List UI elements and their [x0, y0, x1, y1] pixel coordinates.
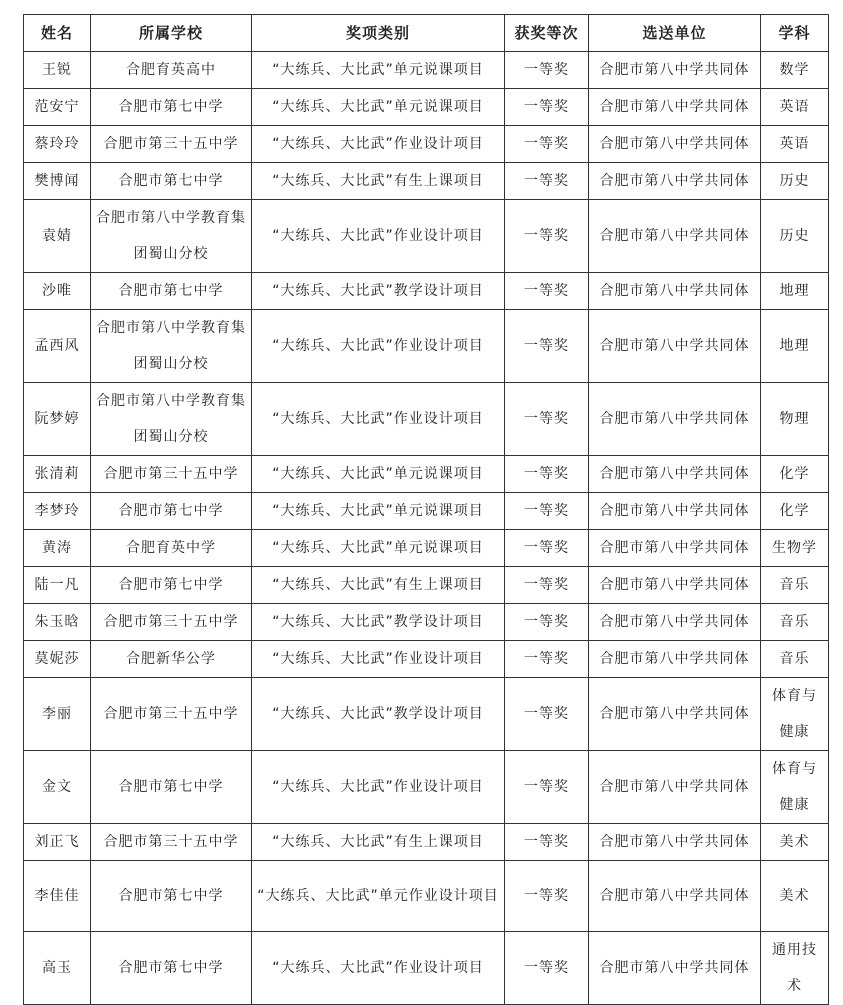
- cell-award-type: “大练兵、大比武”单元说课项目: [252, 493, 505, 530]
- cell-subject: 英语: [761, 126, 829, 163]
- cell-subject: 音乐: [761, 641, 829, 678]
- cell-unit: 合肥市第八中学共同体: [589, 89, 761, 126]
- cell-name: 高玉: [24, 932, 91, 1005]
- cell-award-type: “大练兵、大比武”有生上课项目: [252, 824, 505, 861]
- cell-school: 合肥市第七中学: [91, 567, 252, 604]
- table-row: [24, 383, 829, 456]
- cell-unit: 合肥市第八中学共同体: [589, 126, 761, 163]
- cell-subject: 音乐: [761, 567, 829, 604]
- cell-rank: 一等奖: [505, 530, 589, 567]
- cell-name: 沙唯: [24, 273, 91, 310]
- cell-school: 合肥市第七中学: [91, 89, 252, 126]
- cell-award-type: “大练兵、大比武”单元作业设计项目: [252, 861, 505, 932]
- cell-name: 陆一凡: [24, 567, 91, 604]
- table-row: [24, 493, 829, 530]
- cell-subject: 数学: [761, 52, 829, 89]
- cell-school: 合肥市第八中学教育集团蜀山分校: [91, 310, 252, 383]
- table-row: [24, 751, 829, 824]
- cell-subject: 地理: [761, 310, 829, 383]
- header-school: 所属学校: [91, 15, 252, 52]
- cell-name: 李梦玲: [24, 493, 91, 530]
- cell-unit: 合肥市第八中学共同体: [589, 751, 761, 824]
- header-award-type: 奖项类别: [252, 15, 505, 52]
- cell-rank: 一等奖: [505, 383, 589, 456]
- cell-name: 袁婧: [24, 200, 91, 273]
- table-row: [24, 604, 829, 641]
- header-rank: 获奖等次: [505, 15, 589, 52]
- table-row: [24, 273, 829, 310]
- cell-school: 合肥市第八中学教育集团蜀山分校: [91, 200, 252, 273]
- cell-unit: 合肥市第八中学共同体: [589, 641, 761, 678]
- cell-rank: 一等奖: [505, 861, 589, 932]
- cell-school: 合肥市第七中学: [91, 932, 252, 1005]
- cell-subject: 体育与健康: [761, 751, 829, 824]
- cell-award-type: “大练兵、大比武”教学设计项目: [252, 678, 505, 751]
- cell-school: 合肥市第八中学教育集团蜀山分校: [91, 383, 252, 456]
- cell-name: 金文: [24, 751, 91, 824]
- cell-rank: 一等奖: [505, 932, 589, 1005]
- cell-unit: 合肥市第八中学共同体: [589, 861, 761, 932]
- cell-rank: 一等奖: [505, 310, 589, 383]
- table-header: [24, 15, 829, 52]
- cell-school: 合肥市第七中学: [91, 163, 252, 200]
- cell-rank: 一等奖: [505, 163, 589, 200]
- table-row: [24, 824, 829, 861]
- cell-award-type: “大练兵、大比武”作业设计项目: [252, 751, 505, 824]
- cell-school: 合肥育英中学: [91, 530, 252, 567]
- cell-name: 朱玉晗: [24, 604, 91, 641]
- cell-award-type: “大练兵、大比武”单元说课项目: [252, 89, 505, 126]
- cell-name: 范安宁: [24, 89, 91, 126]
- cell-unit: 合肥市第八中学共同体: [589, 604, 761, 641]
- cell-name: 王锐: [24, 52, 91, 89]
- cell-rank: 一等奖: [505, 126, 589, 163]
- cell-unit: 合肥市第八中学共同体: [589, 567, 761, 604]
- cell-name: 黄涛: [24, 530, 91, 567]
- cell-school: 合肥市第七中学: [91, 751, 252, 824]
- cell-name: 李丽: [24, 678, 91, 751]
- cell-unit: 合肥市第八中学共同体: [589, 383, 761, 456]
- cell-award-type: “大练兵、大比武”单元说课项目: [252, 530, 505, 567]
- cell-school: 合肥市第三十五中学: [91, 126, 252, 163]
- cell-award-type: “大练兵、大比武”单元说课项目: [252, 52, 505, 89]
- cell-name: 李佳佳: [24, 861, 91, 932]
- cell-rank: 一等奖: [505, 89, 589, 126]
- cell-unit: 合肥市第八中学共同体: [589, 456, 761, 493]
- cell-award-type: “大练兵、大比武”教学设计项目: [252, 604, 505, 641]
- cell-rank: 一等奖: [505, 456, 589, 493]
- header-row: [24, 15, 829, 52]
- cell-subject: 化学: [761, 493, 829, 530]
- table-row: [24, 89, 829, 126]
- table-row: [24, 678, 829, 751]
- cell-award-type: “大练兵、大比武”教学设计项目: [252, 273, 505, 310]
- cell-school: 合肥市第七中学: [91, 861, 252, 932]
- cell-school: 合肥市第七中学: [91, 273, 252, 310]
- cell-rank: 一等奖: [505, 273, 589, 310]
- table-row: [24, 163, 829, 200]
- cell-unit: 合肥市第八中学共同体: [589, 824, 761, 861]
- cell-subject: 美术: [761, 861, 829, 932]
- cell-unit: 合肥市第八中学共同体: [589, 932, 761, 1005]
- table-row: [24, 861, 829, 932]
- cell-name: 张清莉: [24, 456, 91, 493]
- cell-rank: 一等奖: [505, 751, 589, 824]
- cell-unit: 合肥市第八中学共同体: [589, 273, 761, 310]
- table-body: [24, 52, 829, 1005]
- cell-subject: 历史: [761, 200, 829, 273]
- table-row: [24, 641, 829, 678]
- cell-rank: 一等奖: [505, 604, 589, 641]
- cell-rank: 一等奖: [505, 824, 589, 861]
- cell-school: 合肥市第三十五中学: [91, 456, 252, 493]
- cell-rank: 一等奖: [505, 493, 589, 530]
- cell-name: 孟西风: [24, 310, 91, 383]
- cell-award-type: “大练兵、大比武”作业设计项目: [252, 200, 505, 273]
- cell-subject: 化学: [761, 456, 829, 493]
- header-subject: 学科: [761, 15, 829, 52]
- table-row: [24, 456, 829, 493]
- cell-award-type: “大练兵、大比武”作业设计项目: [252, 310, 505, 383]
- cell-name: 刘正飞: [24, 824, 91, 861]
- cell-unit: 合肥市第八中学共同体: [589, 493, 761, 530]
- cell-award-type: “大练兵、大比武”有生上课项目: [252, 567, 505, 604]
- cell-subject: 历史: [761, 163, 829, 200]
- cell-unit: 合肥市第八中学共同体: [589, 310, 761, 383]
- table-row: [24, 200, 829, 273]
- table-row: [24, 310, 829, 383]
- cell-subject: 物理: [761, 383, 829, 456]
- cell-unit: 合肥市第八中学共同体: [589, 200, 761, 273]
- cell-subject: 生物学: [761, 530, 829, 567]
- award-table: [23, 14, 829, 1005]
- cell-school: 合肥市第七中学: [91, 493, 252, 530]
- cell-rank: 一等奖: [505, 641, 589, 678]
- cell-school: 合肥新华公学: [91, 641, 252, 678]
- cell-unit: 合肥市第八中学共同体: [589, 163, 761, 200]
- cell-award-type: “大练兵、大比武”有生上课项目: [252, 163, 505, 200]
- cell-subject: 美术: [761, 824, 829, 861]
- cell-name: 樊博闻: [24, 163, 91, 200]
- cell-rank: 一等奖: [505, 200, 589, 273]
- table-row: [24, 126, 829, 163]
- table-row: [24, 567, 829, 604]
- cell-subject: 地理: [761, 273, 829, 310]
- cell-name: 莫妮莎: [24, 641, 91, 678]
- cell-name: 阮梦婷: [24, 383, 91, 456]
- cell-award-type: “大练兵、大比武”作业设计项目: [252, 126, 505, 163]
- cell-award-type: “大练兵、大比武”单元说课项目: [252, 456, 505, 493]
- table-row: [24, 52, 829, 89]
- table-row: [24, 932, 829, 1005]
- cell-subject: 音乐: [761, 604, 829, 641]
- cell-rank: 一等奖: [505, 678, 589, 751]
- cell-subject: 通用技术: [761, 932, 829, 1005]
- cell-name: 蔡玲玲: [24, 126, 91, 163]
- header-name: 姓名: [24, 15, 91, 52]
- cell-unit: 合肥市第八中学共同体: [589, 530, 761, 567]
- table-row: [24, 530, 829, 567]
- cell-unit: 合肥市第八中学共同体: [589, 52, 761, 89]
- cell-award-type: “大练兵、大比武”作业设计项目: [252, 641, 505, 678]
- cell-school: 合肥市第三十五中学: [91, 678, 252, 751]
- cell-subject: 体育与健康: [761, 678, 829, 751]
- cell-school: 合肥市第三十五中学: [91, 824, 252, 861]
- header-unit: 选送单位: [589, 15, 761, 52]
- cell-rank: 一等奖: [505, 567, 589, 604]
- cell-school: 合肥市第三十五中学: [91, 604, 252, 641]
- cell-award-type: “大练兵、大比武”作业设计项目: [252, 383, 505, 456]
- cell-award-type: “大练兵、大比武”作业设计项目: [252, 932, 505, 1005]
- cell-unit: 合肥市第八中学共同体: [589, 678, 761, 751]
- cell-rank: 一等奖: [505, 52, 589, 89]
- cell-school: 合肥育英高中: [91, 52, 252, 89]
- cell-subject: 英语: [761, 89, 829, 126]
